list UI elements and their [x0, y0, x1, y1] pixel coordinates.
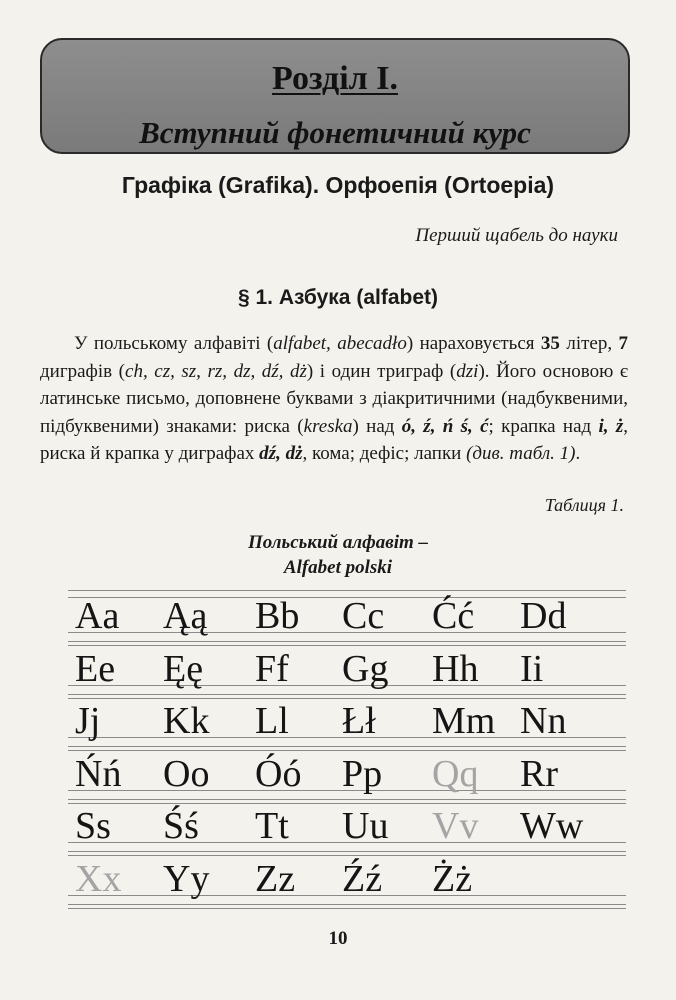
alphabet-letter-pair: Tt	[255, 805, 289, 847]
ruling-line	[68, 746, 626, 747]
alphabet-letter-pair: Uu	[342, 805, 389, 847]
alphabet-letter-pair: Ss	[75, 805, 111, 847]
ruling-line	[68, 698, 626, 699]
ruling-line	[68, 855, 626, 856]
ruling-line	[68, 799, 626, 800]
alphabet-letter-pair: Żż	[432, 857, 473, 900]
alphabet-letter-pair: Qq	[432, 752, 479, 795]
ruling-line	[68, 851, 626, 852]
alphabet-title-line2: Alfabet polski	[283, 557, 393, 578]
alphabet-letter-pair: Aa	[75, 595, 120, 637]
alphabet-title-line1: Польський алфавіт –	[247, 532, 429, 553]
ruling-line	[68, 641, 626, 642]
alphabet-letter-pair: Bb	[255, 595, 300, 637]
alphabet-letter-pair: Ff	[255, 647, 289, 690]
ruling-line	[68, 590, 626, 591]
alphabet-letter-pair: Ńń	[75, 752, 122, 795]
epigraph: Перший щабель до науки	[415, 225, 618, 246]
alphabet-letter-pair: Ll	[255, 700, 289, 742]
alphabet-letter-pair: Ww	[520, 805, 584, 847]
alphabet-title	[0, 530, 676, 580]
alphabet-letter-pair: Gg	[342, 647, 389, 690]
chapter-banner	[40, 38, 630, 154]
alphabet-letter-pair: Łł	[342, 700, 376, 742]
alphabet-letter-pair: Nn	[520, 700, 567, 742]
ruling-line	[68, 645, 626, 646]
topic-heading: Графіка (Grafika). Орфоепія (Ortoepia)	[121, 172, 555, 198]
alphabet-letter-pair: Ęę	[163, 647, 204, 690]
alphabet-letter-pair: Oo	[163, 752, 210, 795]
alphabet-letter-pair: Yy	[163, 857, 210, 900]
alphabet-letter-pair: Jj	[75, 700, 101, 742]
chapter-title: Розділ I.	[272, 60, 398, 97]
alphabet-letter-pair: Śś	[163, 805, 199, 847]
alphabet-letter-pair: Vv	[432, 805, 479, 847]
ruling-line	[68, 750, 626, 751]
section-heading: § 1. Азбука (alfabet)	[237, 286, 438, 309]
page-number: 10	[328, 928, 348, 949]
alphabet-letter-pair: Kk	[163, 700, 210, 742]
course-title: Вступний фонетичний курс	[139, 115, 531, 150]
table-label: Таблиця 1.	[544, 495, 624, 515]
alphabet-letter-pair: Ąą	[163, 595, 208, 637]
alphabet-letter-pair: Ćć	[432, 595, 475, 637]
alphabet-letter-pair: Źź	[342, 857, 383, 900]
alphabet-letter-pair: Ee	[75, 647, 116, 690]
alphabet-letter-pair: Ii	[520, 647, 544, 690]
alphabet-letter-pair: Cc	[342, 595, 385, 637]
alphabet-letter-pair: Óó	[255, 752, 302, 795]
alphabet-letter-pair: Rr	[520, 752, 558, 795]
ruling-line	[68, 904, 626, 905]
alphabet-letter-pair: Zz	[255, 857, 296, 900]
ruling-line	[68, 908, 626, 909]
ruling-line	[68, 803, 626, 804]
ruling-line	[68, 694, 626, 695]
alphabet-letter-pair: Xx	[75, 857, 122, 900]
intro-paragraph: У польському алфавіті (alfabet, abecadło) нараховується 35 літер, 7 диграфів (ch, cz, sz, rz, dz, dź, dż) і один триграф (dzi). Його основою є латинське письмо, доповнене буквами з діакритичними (надбуквеними, підбуквеними) знаками: риска (kreska) над ó, ź, ń ś, ć; крапка над і, ż, риска й крапка у диграфах dź, dż, кома; дефіс; лапки (див. табл. 1).	[40, 333, 628, 464]
alphabet-letter-pair: Mm	[432, 700, 496, 742]
alphabet-letter-pair: Dd	[520, 595, 567, 637]
alphabet-letter-pair: Pp	[342, 752, 383, 795]
alphabet-letter-pair: Hh	[432, 647, 479, 690]
